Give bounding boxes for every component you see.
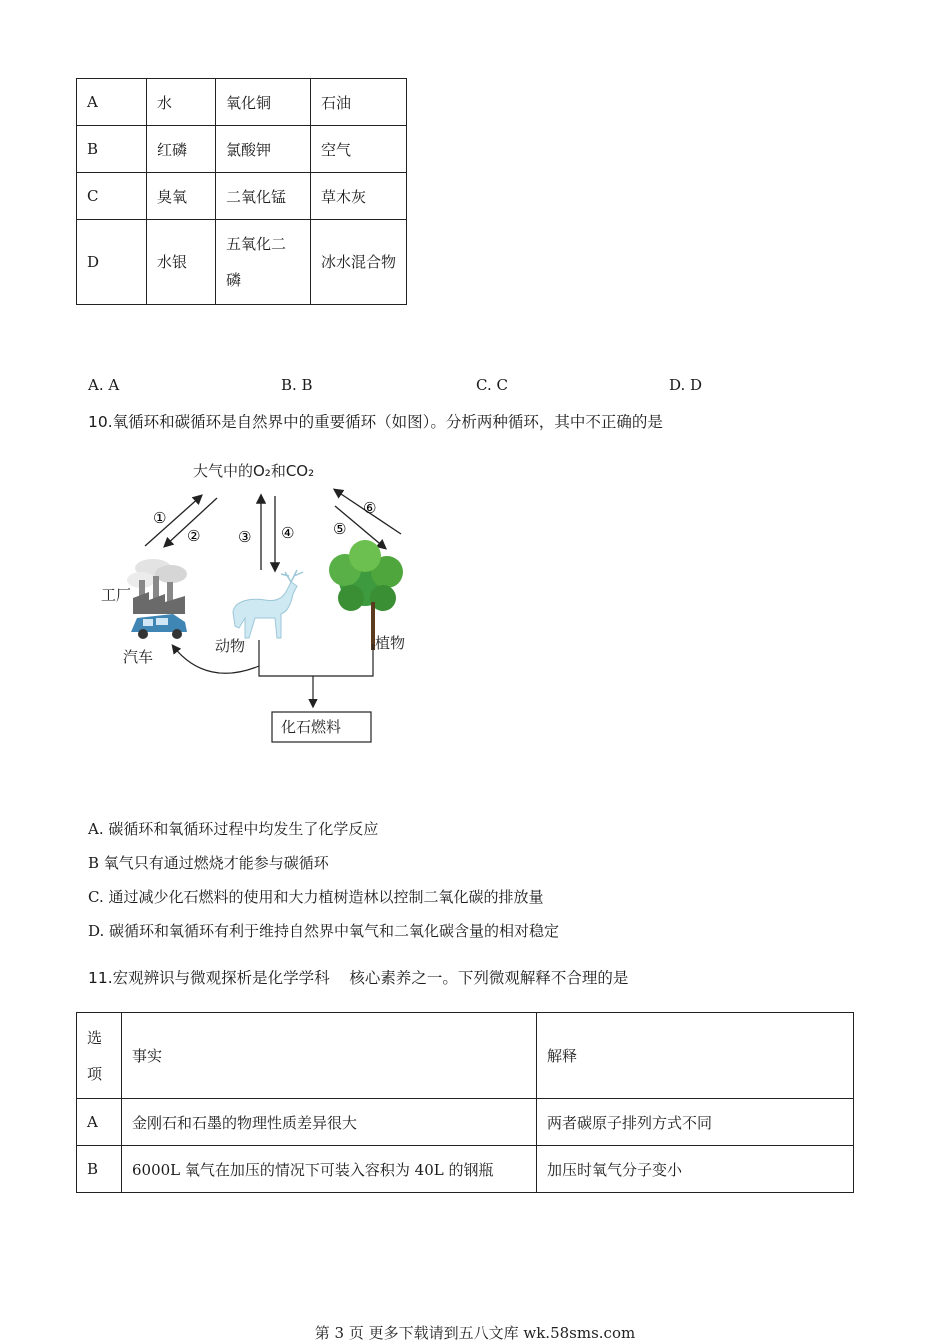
q10-option-d[interactable]: D. 碳循环和氧循环有利于维持自然界中氧气和二氧化碳含量的相对稳定 <box>88 922 560 940</box>
table-cell: 氧化铜 <box>216 79 311 126</box>
table-cell: B <box>77 1146 122 1193</box>
header-cell: 选项 <box>77 1013 122 1099</box>
table-cell: 两者碳原子排列方式不同 <box>537 1099 854 1146</box>
fuel-label: 化石燃料 <box>281 718 342 736</box>
table-header-row <box>77 1013 854 1099</box>
factory-icon <box>127 559 187 614</box>
header-cell: 事实 <box>122 1013 537 1099</box>
table-cell: 空气 <box>311 126 407 173</box>
table-cell: 水银 <box>147 220 216 305</box>
table-cell: A <box>77 1099 122 1146</box>
arrow-5-label: ⑤ <box>333 520 347 538</box>
table-cell: C <box>77 173 147 220</box>
arrow-2-label: ② <box>187 527 201 545</box>
table-cell: D <box>77 220 147 305</box>
table-cell: 金刚石和石墨的物理性质差异很大 <box>122 1099 537 1146</box>
table-cell: 氯酸钾 <box>216 126 311 173</box>
q9-option-a[interactable]: A. A <box>88 376 120 394</box>
q10-option-c[interactable]: C. 通过减少化石燃料的使用和大力植树造林以控制二氧化碳的排放量 <box>88 888 544 906</box>
atmosphere-label: 大气中的O₂和CO₂ <box>193 462 315 480</box>
question-text: 宏观辨识与微观探析是化学学科 核心素养之一。下列微观解释不合理的是 <box>112 969 629 987</box>
q9-option-c[interactable]: C. C <box>476 376 508 394</box>
table-cell: B <box>77 126 147 173</box>
animal-label: 动物 <box>215 637 246 655</box>
question-11 <box>88 966 628 988</box>
table-row <box>77 1099 854 1146</box>
question-10 <box>88 410 663 432</box>
table-row <box>77 1146 854 1193</box>
question-number: 10. <box>88 413 113 431</box>
page-footer: 第 3 页 更多下载请到五八文库 wk.58sms.com <box>314 1324 636 1342</box>
table-cell: 二氧化锰 <box>216 173 311 220</box>
table-row <box>77 220 407 305</box>
arrow-4-label: ④ <box>281 524 295 542</box>
q10-option-a[interactable]: A. 碳循环和氧循环过程中均发生了化学反应 <box>88 820 379 838</box>
connector-lines <box>259 640 373 676</box>
question-text: 氧循环和碳循环是自然界中的重要循环（如图）。分析两种循环，其中不正确的是 <box>112 413 663 431</box>
question-number: 11. <box>88 969 113 987</box>
options-table <box>76 78 407 305</box>
table-cell: 水 <box>147 79 216 126</box>
q9-option-d[interactable]: D. D <box>669 376 703 394</box>
table-cell: 6000L 氧气在加压的情况下可装入容积为 40L 的钢瓶 <box>122 1146 537 1193</box>
cycle-diagram <box>95 452 425 747</box>
q9-option-b[interactable]: B. B <box>281 376 313 394</box>
explanation-table <box>76 1012 854 1193</box>
factory-label: 工厂 <box>101 586 132 604</box>
table-row <box>77 173 407 220</box>
table-cell: 草木灰 <box>311 173 407 220</box>
arrow-6-label: ⑥ <box>363 499 377 517</box>
deer-icon <box>233 570 303 638</box>
arrow-3-label: ③ <box>238 528 252 546</box>
table-cell: A <box>77 79 147 126</box>
table-row <box>77 79 407 126</box>
car-icon <box>131 614 187 639</box>
table-cell: 五氧化二磷 <box>216 220 311 305</box>
table-cell: 冰水混合物 <box>311 220 407 305</box>
arrow-1-label: ① <box>153 509 167 527</box>
table-cell: 石油 <box>311 79 407 126</box>
table-cell: 红磷 <box>147 126 216 173</box>
table-cell: 臭氧 <box>147 173 216 220</box>
table-row <box>77 126 407 173</box>
header-cell: 解释 <box>537 1013 854 1099</box>
plant-label: 植物 <box>375 634 406 652</box>
table-cell: 加压时氧气分子变小 <box>537 1146 854 1193</box>
q10-option-b[interactable]: B 氧气只有通过燃烧才能参与碳循环 <box>88 854 329 872</box>
car-label: 汽车 <box>123 648 154 666</box>
